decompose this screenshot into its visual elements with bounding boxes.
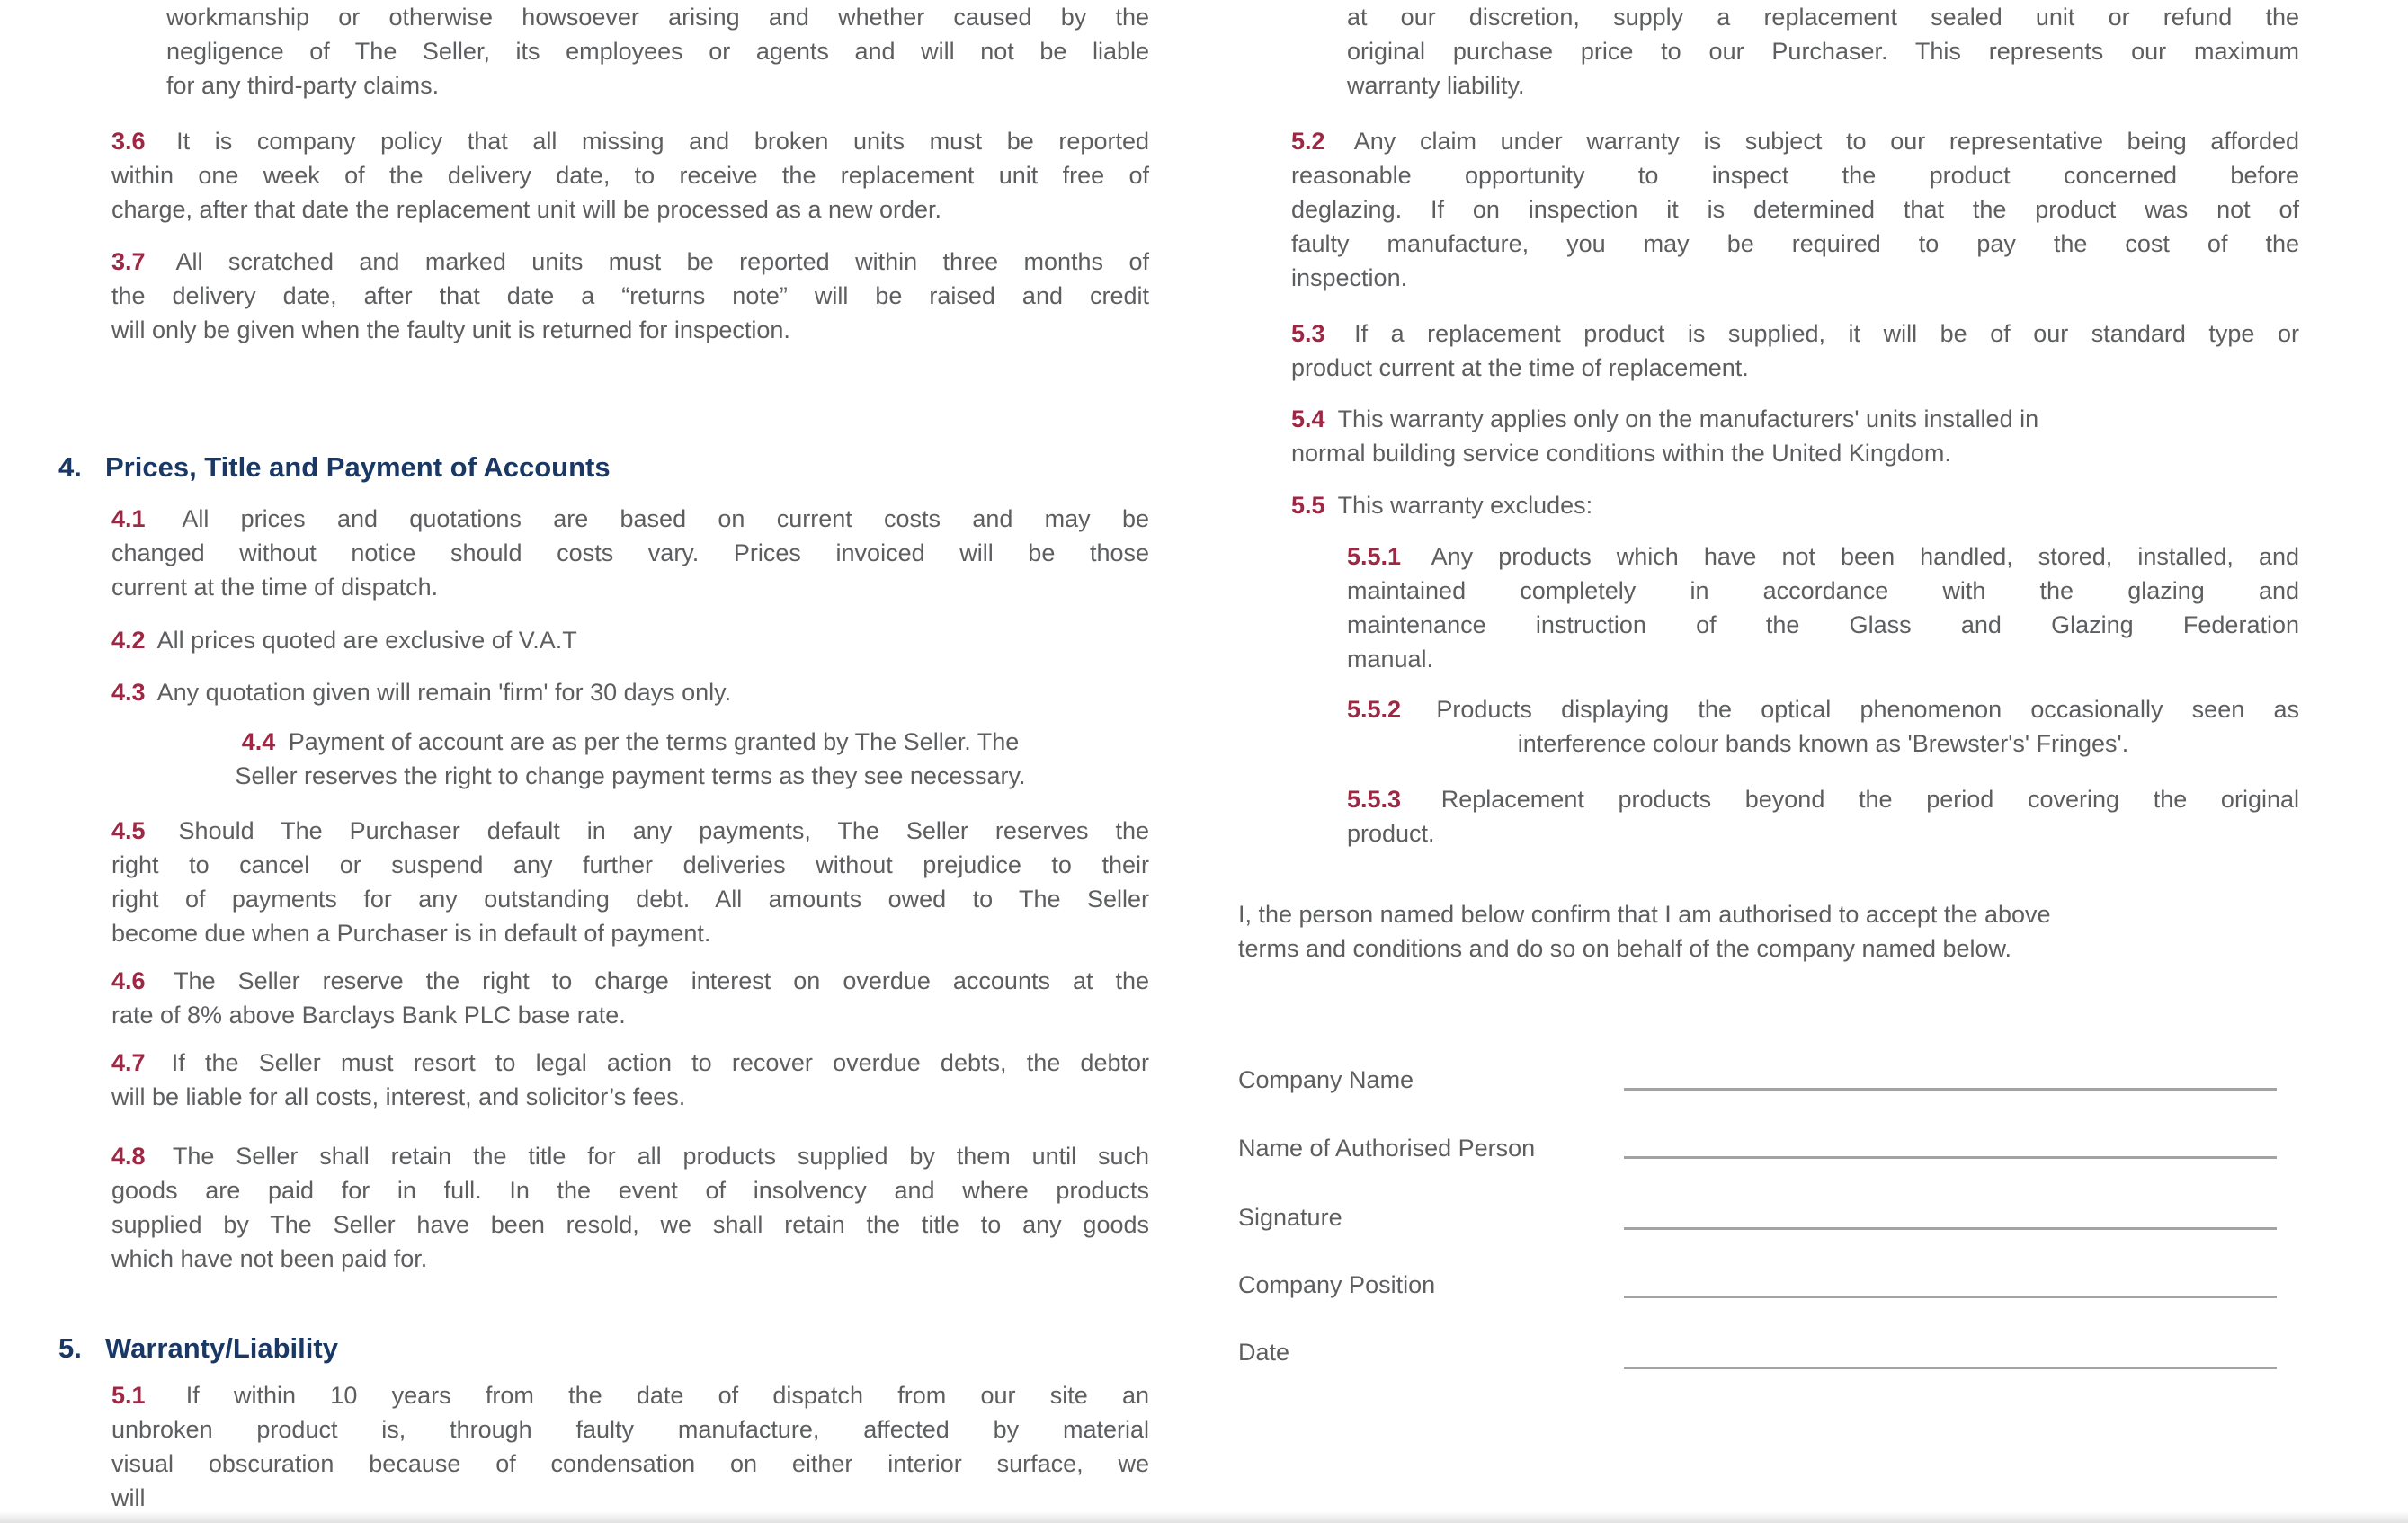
text-line: original purchase price to our Purchaser. This represents our maximum: [1347, 38, 2299, 65]
clause-4-5: [111, 814, 1149, 950]
clause-number: 4.7: [111, 1049, 146, 1076]
clause-number: 4.8: [111, 1143, 146, 1170]
clause-5-5-2: [1347, 692, 2299, 761]
section-title: Prices, Title and Payment of Accounts: [105, 451, 611, 483]
clause-3-5-continuation: [166, 0, 1149, 102]
company-name-label: Company Name: [1238, 1066, 1414, 1093]
text-line: for any third-party claims.: [166, 72, 440, 99]
company-position-line[interactable]: [1624, 1296, 2277, 1298]
clause-number: 3.7: [111, 248, 146, 275]
clause-number: 5.5.3: [1347, 786, 1402, 813]
text-line: 4.4 Payment of account are as per the terms granted by The Seller. The: [241, 728, 1020, 755]
text-line: 5.5.2 Products displaying the optical phenomenon occasionally seen as: [1347, 696, 2299, 723]
text-line: Seller reserves the right to change payment terms as they see necessary.: [235, 762, 1026, 789]
clause-5-1: [111, 1378, 1149, 1515]
clause-5-5-3: [1347, 782, 2299, 851]
clause-number: 5.5.1: [1347, 543, 1402, 570]
text-line: 4.1 All prices and quotations are based on current costs and may be: [111, 505, 1150, 532]
text-line: goods are paid for in full. In the event of insolvency and where products: [111, 1177, 1149, 1204]
clause-number: 4.5: [111, 817, 146, 844]
clause-4-2: [111, 623, 1149, 657]
company-position-label: Company Position: [1238, 1271, 1436, 1298]
text-line: 5.3 If a replacement product is supplied, it will be of our standard type or: [1291, 320, 2299, 347]
text-line: negligence of The Seller, its employees or agents and will not be liable: [166, 38, 1149, 65]
text-line: 4.7 If the Seller must resort to legal action to recover overdue debts, the debtor: [111, 1049, 1149, 1076]
clause-5-3: [1291, 316, 2299, 385]
clause-number: 5.5: [1291, 492, 1325, 519]
text-line: 4.8 The Seller shall retain the title for all products supplied by them until such: [111, 1143, 1150, 1170]
text-line: workmanship or otherwise howsoever arising and whether caused by the: [166, 4, 1149, 31]
text-line: I, the person named below confirm that I am authorised to accept the above: [1238, 901, 2051, 928]
text-line: within one week of the delivery date, to receive the replacement unit free of: [111, 162, 1149, 189]
text-line: visual obscuration because of condensation on either interior surface, we: [111, 1450, 1149, 1477]
section-number: 5.: [58, 1332, 82, 1364]
clause-number: 5.4: [1291, 405, 1325, 432]
clause-number: 4.2: [111, 627, 146, 654]
authorised-person-label: Name of Authorised Person: [1238, 1135, 1536, 1162]
text-line: 4.3 Any quotation given will remain 'firm' for 30 days only.: [111, 679, 732, 706]
text-line: maintenance instruction of the Glass and Glazing Federation: [1347, 611, 2299, 638]
confirmation-statement: [1238, 897, 2245, 966]
clause-number: 5.2: [1291, 128, 1325, 155]
text-line: become due when a Purchaser is in default of payment.: [111, 920, 711, 947]
text-line: 4.6 The Seller reserve the right to charge interest on overdue accounts at the: [111, 967, 1149, 994]
text-line: 3.7 All scratched and marked units must be reported within three months of: [111, 248, 1149, 275]
clause-number: 4.6: [111, 967, 146, 994]
text-line: terms and conditions and do so on behalf of the company named below.: [1238, 935, 2012, 962]
clause-4-6: [111, 964, 1149, 1032]
text-line: current at the time of dispatch.: [111, 574, 439, 601]
text-line: 5.2 Any claim under warranty is subject to our representative being afforded: [1291, 128, 2300, 155]
text-line: 4.5 Should The Purchaser default in any payments, The Seller reserves the: [111, 817, 1149, 844]
text-line: 4.2 All prices quoted are exclusive of V.A.T: [111, 627, 577, 654]
clause-number: 4.4: [241, 728, 276, 755]
text-line: rate of 8% above Barclays Bank PLC base rate.: [111, 1002, 626, 1029]
text-line: 5.5.1 Any products which have not been handled, stored, installed, and: [1347, 543, 2299, 570]
clause-5-2: [1291, 124, 2299, 295]
clause-4-7: [111, 1046, 1149, 1114]
company-name-line[interactable]: [1624, 1088, 2277, 1091]
section-title: Warranty/Liability: [105, 1332, 338, 1364]
clause-4-8: [111, 1139, 1149, 1276]
clause-4-1: [111, 502, 1149, 604]
text-line: supplied by The Seller have been resold, we shall retain the title to any goods: [111, 1211, 1149, 1238]
text-line: product current at the time of replacement.: [1291, 354, 1749, 381]
text-line: changed without notice should costs vary. Prices invoiced will be those: [111, 539, 1149, 566]
text-line: deglazing. If on inspection it is determined that the product was not of: [1291, 196, 2299, 223]
text-line: product.: [1347, 820, 1435, 847]
text-line: inspection.: [1291, 264, 1408, 291]
text-line: manual.: [1347, 646, 1434, 672]
text-line: interference colour bands known as 'Brewster's' Fringes'.: [1517, 730, 2129, 757]
text-line: at our discretion, supply a replacement sealed unit or refund the: [1347, 4, 2299, 31]
clause-5-5-1: [1347, 539, 2299, 676]
text-line: will only be given when the faulty unit is returned for inspection.: [111, 316, 790, 343]
text-line: 5.5 This warranty excludes:: [1291, 492, 1593, 519]
section-number: 4.: [58, 451, 82, 483]
authorised-person-line[interactable]: [1624, 1156, 2277, 1159]
text-line: will: [111, 1484, 146, 1511]
text-line: maintained completely in accordance with the glazing and: [1347, 577, 2299, 604]
date-label: Date: [1238, 1339, 1290, 1366]
signature-line[interactable]: [1624, 1227, 2277, 1230]
text-line: which have not been paid for.: [111, 1245, 428, 1272]
text-line: 3.6 It is company policy that all missing and broken units must be reported: [111, 128, 1149, 155]
clause-4-3: [111, 675, 1149, 709]
text-line: warranty liability.: [1347, 72, 1525, 99]
text-line: 5.4 This warranty applies only on the manufacturers' units installed in: [1291, 405, 2039, 432]
clause-number: 5.5.2: [1347, 696, 1402, 723]
clause-number: 4.3: [111, 679, 146, 706]
clause-number: 5.3: [1291, 320, 1325, 347]
text-line: charge, after that date the replacement unit will be processed as a new order.: [111, 196, 942, 223]
clause-number: 5.1: [111, 1382, 146, 1409]
date-line[interactable]: [1624, 1367, 2277, 1369]
text-line: 5.1 If within 10 years from the date of dispatch from our site an: [111, 1382, 1149, 1409]
clause-number: 4.1: [111, 505, 146, 532]
text-line: 5.5.3 Replacement products beyond the period covering the original: [1347, 786, 2299, 813]
clause-4-4: [111, 725, 1149, 793]
clause-3-6: [111, 124, 1149, 227]
clause-5-5: [1291, 488, 2299, 522]
clause-5-1-continuation: [1347, 0, 2299, 102]
signature-label: Signature: [1238, 1204, 1342, 1231]
text-line: right of payments for any outstanding debt. All amounts owed to The Seller: [111, 886, 1149, 913]
text-line: will be liable for all costs, interest, and solicitor’s fees.: [111, 1083, 686, 1110]
page-bottom-shadow: [0, 1511, 2408, 1523]
section-heading-5: [58, 1329, 1182, 1368]
text-line: reasonable opportunity to inspect the product concerned before: [1291, 162, 2299, 189]
clause-5-4: [1291, 402, 2299, 470]
text-line: the delivery date, after that date a “returns note” will be raised and credit: [111, 282, 1149, 309]
text-line: normal building service conditions within the United Kingdom.: [1291, 440, 1951, 467]
text-line: right to cancel or suspend any further deliveries without prejudice to their: [111, 851, 1149, 878]
section-heading-4: [58, 448, 1182, 487]
clause-3-7: [111, 245, 1149, 347]
text-line: unbroken product is, through faulty manufacture, affected by material: [111, 1416, 1149, 1443]
text-line: faulty manufacture, you may be required to pay the cost of the: [1291, 230, 2299, 257]
clause-number: 3.6: [111, 128, 146, 155]
